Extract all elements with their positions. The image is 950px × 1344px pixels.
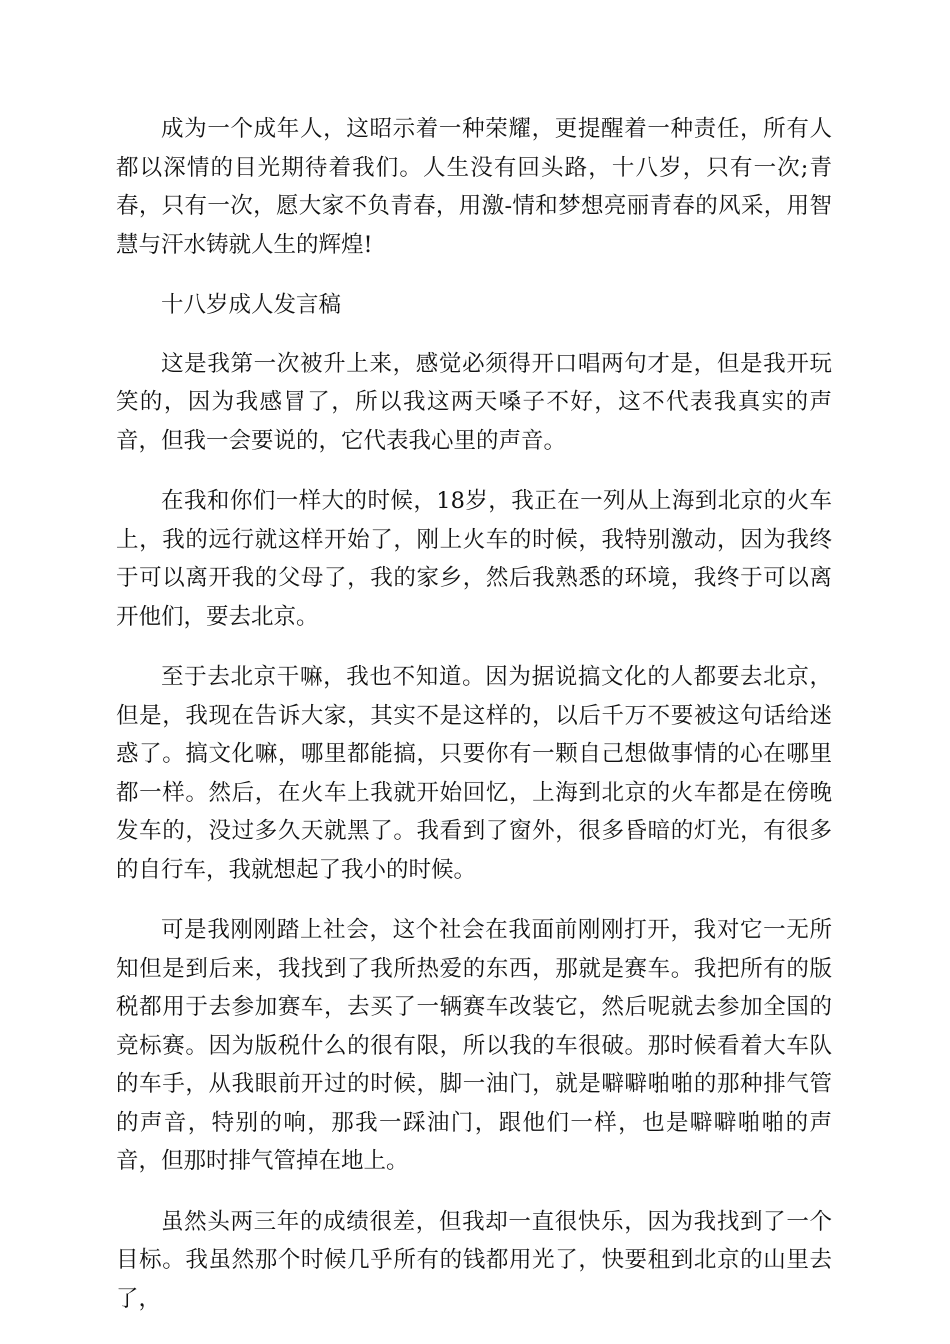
paragraph-3: 在我和你们一样大的时候，18岁，我正在一列从上海到北京的火车上，我的远行就这样开始了，刚上火车的时候，我特别激动，因为我终于可以离开我的父母了，我的家乡，然后我熟悉的环境，我终于可以离开他们，要去北京。	[116, 488, 832, 630]
section-heading: 十八岁成人发言稿	[161, 292, 342, 318]
paragraph-5: 可是我刚刚踏上社会，这个社会在我面前刚刚打开，我对它一无所知但是到后来，我找到了我所热爱的东西，那就是赛车。我把所有的版税都用于去参加赛车，去买了一辆赛车改装它，然后呢就去参加全国的竞标赛。因为版税什么的很有限，所以我的车很破。那时候看着大车队的车手，从我眼前开过的时候，脚一油门，就是噼噼啪啪的那种排气管的声音，特别的响，那我一踩油门，跟他们一样，也是噼噼啪啪的声音，但那时排气管掉在地上。	[116, 917, 832, 1174]
paragraph-2: 这是我第一次被升上来，感觉必须得开口唱两句才是，但是我开玩笑的，因为我感冒了，所以我这两天嗓子不好，这不代表我真实的声音，但我一会要说的，它代表我心里的声音。	[116, 350, 832, 454]
paragraph-6: 虽然头两三年的成绩很差，但我却一直很快乐，因为我找到了一个目标。我虽然那个时候几乎所有的钱都用光了，快要租到北京的山里去了，	[116, 1208, 832, 1312]
paragraph-4: 至于去北京干嘛，我也不知道。因为据说搞文化的人都要去北京，但是，我现在告诉大家，其实不是这样的，以后千万不要被这句话给迷惑了。搞文化嘛，哪里都能搞，只要你有一颗自己想做事情的心在哪里都一样。然后，在火车上我就开始回忆，上海到北京的火车都是在傍晚发车的，没过多久天就黑了。我看到了窗外，很多昏暗的灯光，有很多的自行车，我就想起了我小的时候。	[116, 664, 832, 883]
document-body	[116, 110, 832, 1340]
paragraph-1: 成为一个成年人，这昭示着一种荣耀，更提醒着一种责任，所有人都以深情的目光期待着我们。人生没有回头路，十八岁，只有一次;青春，只有一次，愿大家不负青春，用激-情和梦想亮丽青春的风采，用智慧与汗水铸就人生的辉煌!	[116, 116, 832, 258]
